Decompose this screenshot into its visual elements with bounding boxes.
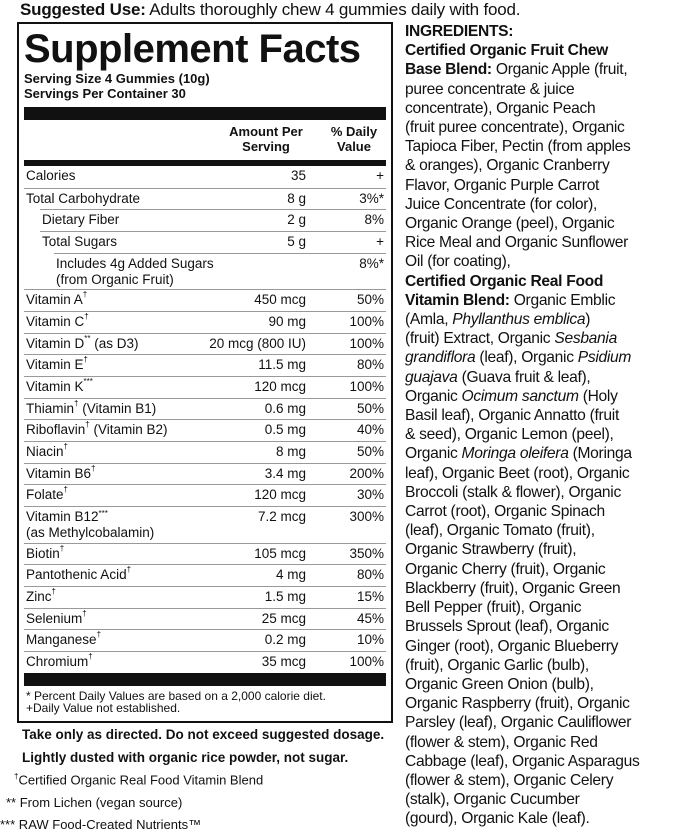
nutrient-row — [24, 398, 386, 420]
ingredient-line — [405, 598, 679, 617]
footnote-not-established: +Daily Value not established. — [26, 701, 181, 716]
nutrient-amount: 20 mcg (800 IU) — [209, 335, 306, 351]
nutrient-row — [24, 441, 386, 463]
ingredient-line — [405, 252, 679, 271]
nutrient-label: Vitamin B12 — [26, 509, 99, 525]
nutrient-footnote-mark: † — [63, 485, 68, 495]
nutrient-label: Zinc — [26, 589, 52, 604]
servings-per-container: Servings Per Container 30 — [24, 86, 186, 101]
ingredient-text: (Amla, — [405, 311, 453, 329]
dosage-warning: Take only as directed. Do not exceed suggested dosage. — [22, 727, 385, 742]
nutrient-amount: 0.5 mg — [264, 422, 306, 438]
nutrient-label: Chromium — [26, 654, 89, 670]
ingredient-line — [405, 80, 679, 99]
ingredient-text: Organic — [405, 387, 462, 405]
nutrient-name — [26, 630, 101, 650]
nutrient-name — [26, 334, 139, 354]
ingredient-line — [405, 137, 679, 156]
nutrient-name — [26, 312, 89, 332]
ingredient-line — [405, 22, 679, 41]
ingredient-text: (fruit), Organic Garlic (bulb), — [405, 656, 589, 674]
ingredient-text: (fruit) Extract, Organic — [405, 330, 555, 348]
ingredient-line — [405, 41, 679, 60]
nutrient-name — [26, 420, 168, 440]
nutrient-row — [24, 311, 386, 333]
nutrient-label: Riboflavin — [26, 422, 86, 438]
ingredient-text: Cabbage (leaf), Organic Asparagus — [405, 752, 640, 770]
dusting-note: Lightly dusted with organic rice powder, not sugar. — [22, 750, 349, 765]
ingredient-line — [405, 368, 679, 387]
divider-bar — [24, 673, 386, 686]
nutrient-label: Thiamin — [26, 400, 75, 416]
nutrient-row — [24, 419, 386, 441]
ingredient-line — [405, 483, 679, 502]
divider-bar — [24, 107, 386, 120]
ingredient-text: (Moringa — [568, 445, 632, 463]
footnote-daily-values: * Percent Daily Values are based on a 2,000 calorie diet. — [26, 688, 326, 703]
nutrient-daily-value: 8%* — [359, 255, 384, 271]
nutrient-name — [26, 290, 87, 310]
ingredient-text: Rice Meal and Organic Sunflower — [405, 234, 628, 252]
ingredient-line — [405, 675, 679, 694]
nutrient-label: Manganese — [26, 632, 97, 648]
nutrient-label: Vitamin A — [26, 292, 83, 308]
footnote-mark: *** — [0, 817, 16, 832]
nutrient-amount: 120 mcg — [254, 379, 306, 394]
ingredient-text: Brussels Sprout (leaf), Organic — [405, 618, 609, 636]
footnote-mark: † — [14, 772, 19, 781]
nutrient-label: Vitamin D — [26, 335, 85, 351]
ingredient-line — [405, 310, 679, 329]
ingredient-text: Broccoli (stalk & flower), Organic — [405, 483, 621, 501]
ingredient-text: Organic Apple (fruit, — [491, 61, 628, 79]
nutrient-amount: 2 g — [287, 212, 306, 228]
ingredient-line — [405, 694, 679, 713]
ingredient-text: leaf), Organic Beet (root), Organic — [405, 464, 630, 482]
ingredient-line — [405, 387, 679, 406]
footnote-text: From Lichen (vegan source) — [16, 795, 183, 810]
footnote-text: Certified Organic Real Food Vitamin Blend — [18, 772, 264, 788]
panel-title: Supplement Facts — [24, 27, 361, 71]
ingredient-line — [405, 291, 679, 310]
nutrient-daily-value: 100% — [349, 335, 384, 351]
nutrient-label: Folate — [26, 487, 64, 503]
nutrient-form: (as D3) — [90, 335, 139, 351]
nutrient-daily-value: 3%* — [359, 190, 384, 206]
nutrient-footnote-mark: *** — [83, 377, 93, 386]
nutrient-label: Biotin — [26, 545, 60, 561]
ingredient-text: & seed), Organic Lemon (peel), — [405, 426, 614, 444]
nutrient-daily-value: 80% — [356, 567, 384, 583]
ingredient-line — [405, 60, 679, 79]
botanical-name: guajava — [405, 368, 458, 386]
nutrient-footnote-mark: † — [59, 543, 65, 553]
nutrient-row — [24, 484, 386, 506]
botanical-name: Sesbania — [554, 330, 617, 348]
ingredient-text: Tapioca Fiber, Pectin (from apples — [405, 138, 631, 156]
ingredient-text: Juice Concentrate (for color), — [405, 195, 598, 213]
nutrient-footnote-mark: † — [74, 398, 79, 408]
nutrient-daily-value: 40% — [356, 422, 384, 438]
nutrient-label: Pantothenic Acid — [26, 567, 127, 583]
nutrient-daily-value: 50% — [356, 444, 384, 460]
ingredient-text: Parsley (leaf), Organic Cauliflower — [405, 714, 632, 732]
ingredient-line — [405, 521, 679, 540]
ingredient-text: (fruit puree concentrate), Organic — [405, 119, 625, 137]
ingredient-text: Bell Pepper (fruit), Organic — [405, 599, 582, 617]
nutrient-daily-value: 45% — [356, 610, 384, 626]
nutrient-footnote-mark: † — [83, 355, 88, 365]
ingredient-text: (Guava fruit & leaf), — [457, 368, 591, 386]
nutrient-row — [24, 333, 386, 355]
ingredient-line — [405, 118, 679, 137]
nutrient-footnote-mark: † — [96, 630, 102, 640]
nutrient-footnote-mark: † — [63, 442, 68, 452]
nutrient-name — [26, 609, 87, 629]
nutrient-label: Niacin — [26, 444, 64, 460]
ingredient-text: Organic Orange (peel), Organic — [405, 215, 615, 233]
nutrient-source: (from Organic Fruit) — [56, 271, 174, 287]
ingredient-text: Carrot (root), Organic Spinach — [405, 503, 605, 521]
suggested-use-label: Suggested Use: — [20, 0, 146, 19]
nutrient-amount: 105 mcg — [254, 545, 306, 561]
nutrient-row — [24, 188, 386, 210]
nutrient-footnote-mark: † — [82, 608, 87, 618]
nutrient-table — [24, 166, 386, 673]
ingredient-text: (Holy — [578, 387, 618, 405]
nutrient-form: (Vitamin B2) — [89, 422, 168, 438]
nutrient-daily-value: 100% — [349, 654, 384, 670]
nutrient-amount: 90 mg — [268, 313, 306, 329]
nutrient-footnote-mark: † — [126, 565, 132, 575]
suggested-use-text: Adults thoroughly chew 4 gummies daily with food. — [145, 0, 521, 19]
ingredient-text: Organic Strawberry (fruit), — [405, 541, 577, 559]
ingredient-text: Organic — [405, 445, 462, 463]
nutrient-label: Total Carbohydrate — [26, 190, 141, 206]
nutrient-name — [56, 256, 214, 288]
ingredient-text: Flavor, Organic Purple Carrot — [405, 176, 600, 194]
ingredient-line — [405, 656, 679, 675]
ingredient-line — [405, 579, 679, 598]
nutrient-source: (as Methylcobalamin) — [26, 525, 155, 541]
nutrient-amount: 35 — [290, 168, 306, 183]
nutrient-name — [26, 399, 156, 419]
nutrient-amount: 450 mcg — [254, 292, 306, 308]
panel-footnotes — [24, 690, 386, 715]
nutrient-row — [24, 564, 386, 586]
nutrient-amount: 7.2 mcg — [257, 509, 306, 525]
botanical-name: grandiflora — [405, 349, 476, 367]
ingredient-text: (gourd), Organic Kale (leaf). — [405, 810, 590, 828]
ingredient-line — [405, 560, 679, 579]
ingredient-line — [405, 156, 679, 175]
nutrient-daily-value: 30% — [356, 487, 384, 503]
nutrient-name — [26, 652, 93, 672]
nutrient-name — [26, 509, 154, 541]
nutrient-label: Vitamin B6 — [26, 465, 92, 481]
ingredient-text: ) — [585, 311, 591, 329]
nutrient-name — [26, 189, 140, 209]
nutrient-name — [26, 485, 68, 505]
ingredient-text: Organic Cherry (fruit), Organic — [405, 560, 606, 578]
ingredient-line — [405, 771, 679, 790]
botanical-name: Psidium — [577, 349, 632, 367]
footnote-text: RAW Food-Created Nutrients™ — [15, 817, 202, 832]
nutrient-footnote-mark: † — [84, 311, 89, 321]
header-daily-value: % Daily Value — [330, 124, 378, 154]
nutrient-label: Total Sugars — [42, 234, 118, 250]
ingredient-line — [405, 713, 679, 732]
nutrient-row — [24, 651, 386, 673]
nutrient-daily-value: 350% — [349, 545, 384, 561]
ingredient-text: puree concentrate & juice — [405, 80, 575, 98]
nutrient-row — [24, 463, 386, 485]
nutrient-label: Calories — [26, 168, 76, 183]
nutrient-form: (Vitamin B1) — [78, 400, 157, 416]
nutrient-row — [24, 166, 386, 188]
serving-size: Serving Size 4 Gummies (10g) — [24, 71, 210, 86]
nutrient-row — [24, 543, 386, 565]
ingredient-line — [405, 617, 679, 636]
nutrient-daily-value: 300% — [349, 509, 384, 525]
nutrient-label: Vitamin C — [26, 313, 85, 329]
footnote-mark: ** — [6, 795, 17, 810]
nutrient-footnote-mark: † — [88, 652, 93, 662]
nutrient-name — [26, 355, 88, 375]
nutrient-footnote-mark: † — [82, 290, 88, 300]
nutrient-name — [42, 232, 117, 252]
nutrient-footnote-mark: *** — [98, 509, 108, 519]
nutrient-amount: 35 mcg — [261, 654, 306, 670]
ingredient-line — [405, 637, 679, 656]
ingredient-line — [405, 502, 679, 521]
nutrient-daily-value: 15% — [356, 589, 384, 604]
nutrient-daily-value: 80% — [356, 357, 384, 373]
nutrient-amount: 5 g — [287, 234, 306, 250]
ingredient-line — [405, 233, 679, 252]
nutrient-name — [26, 464, 96, 484]
nutrient-daily-value: + — [376, 168, 384, 183]
ingredient-heading: Certified Organic Real Food — [405, 272, 604, 290]
ingredient-text: & oranges), Organic Cranberry — [405, 157, 610, 175]
nutrient-daily-value: 100% — [349, 313, 384, 329]
ingredient-line — [405, 752, 679, 771]
ingredient-heading: Base Blend: — [405, 61, 492, 79]
nutrient-footnote-mark: ** — [84, 333, 91, 343]
nutrient-daily-value: 100% — [349, 379, 384, 394]
ingredient-line — [405, 214, 679, 233]
nutrient-amount: 0.2 mg — [264, 632, 306, 648]
nutrient-daily-value: 200% — [349, 465, 384, 481]
supplement-facts-panel — [17, 22, 393, 723]
ingredient-text: (leaf), Organic Tomato (fruit), — [405, 522, 595, 540]
nutrient-name — [26, 377, 93, 397]
ingredient-line — [405, 733, 679, 752]
nutrient-amount: 8 g — [287, 190, 306, 206]
nutrient-row — [24, 586, 386, 608]
nutrient-name — [26, 587, 56, 607]
ingredient-line — [405, 195, 679, 214]
ingredient-text: Oil (for coating), — [405, 253, 511, 271]
nutrient-label: Selenium — [26, 610, 83, 626]
ingredient-text: (flower & stem), Organic Celery — [405, 771, 614, 789]
ingredient-text: Organic Green Onion (bulb), — [405, 675, 594, 693]
ingredient-heading: Vitamin Blend: — [405, 291, 510, 309]
ingredient-heading: INGREDIENTS: — [405, 23, 514, 40]
header-amount: Amount Per Serving — [229, 124, 303, 154]
ingredient-heading: Certified Organic Fruit Chew — [405, 42, 609, 60]
nutrient-row — [40, 231, 386, 253]
table-header — [24, 120, 386, 160]
nutrient-row — [40, 209, 386, 231]
ingredient-line — [405, 464, 679, 483]
nutrient-row — [24, 354, 386, 376]
ingredient-line — [405, 444, 679, 463]
ingredient-text: (leaf), Organic — [475, 349, 578, 367]
footnote-double-star — [6, 795, 182, 810]
ingredient-line — [405, 540, 679, 559]
nutrient-daily-value: 8% — [364, 212, 384, 228]
nutrient-row — [24, 629, 386, 651]
ingredient-line — [405, 425, 679, 444]
ingredient-text: (stalk), Organic Cucumber — [405, 791, 580, 809]
nutrient-amount: 0.6 mg — [264, 400, 306, 416]
ingredient-line — [405, 406, 679, 425]
ingredients-list — [405, 22, 679, 829]
ingredient-line — [405, 790, 679, 809]
ingredient-line — [405, 272, 679, 291]
footnote-dagger — [14, 772, 263, 787]
ingredient-text: Organic Raspberry (fruit), Organic — [405, 695, 630, 713]
nutrient-name — [26, 166, 76, 186]
nutrient-label: Vitamin K — [26, 379, 84, 394]
ingredient-text: (flower & stem), Organic Red — [405, 733, 598, 751]
ingredient-text: Organic Emblic — [509, 291, 616, 309]
nutrient-row — [54, 253, 386, 290]
nutrient-footnote-mark: † — [91, 463, 96, 473]
botanical-name: Moringa oleifera — [461, 445, 569, 463]
nutrient-daily-value: 50% — [356, 292, 384, 308]
nutrient-footnote-mark: † — [51, 587, 56, 596]
nutrient-row — [24, 289, 386, 311]
ingredient-line — [405, 809, 679, 828]
nutrient-name — [42, 210, 119, 230]
nutrient-row — [24, 506, 386, 543]
ingredient-line — [405, 176, 679, 195]
nutrient-amount: 8 mg — [275, 444, 306, 460]
nutrient-footnote-mark: † — [85, 420, 90, 430]
nutrient-label: Vitamin E — [26, 357, 84, 373]
botanical-name: Phyllanthus emblica — [452, 311, 586, 329]
ingredient-text: concentrate), Organic Peach — [405, 99, 596, 117]
botanical-name: Ocimum sanctum — [461, 387, 579, 405]
ingredient-text: Blackberry (fruit), Organic Green — [405, 579, 621, 597]
nutrient-amount: 25 mcg — [261, 610, 306, 626]
nutrient-row — [24, 376, 386, 398]
ingredient-line — [405, 329, 679, 348]
nutrient-amount: 3.4 mg — [264, 465, 306, 481]
suggested-use — [20, 0, 520, 20]
nutrient-amount: 4 mg — [275, 567, 306, 583]
nutrient-label: Includes 4g Added Sugars — [56, 255, 214, 271]
nutrient-daily-value: + — [376, 234, 384, 250]
nutrient-amount: 11.5 mg — [258, 357, 306, 373]
nutrient-daily-value: 50% — [356, 400, 384, 416]
nutrient-name — [26, 544, 64, 564]
ingredient-text: Ginger (root), Organic Blueberry — [405, 637, 619, 655]
footnote-triple-star — [0, 817, 201, 832]
ingredient-text: Basil leaf), Organic Annatto (fruit — [405, 407, 619, 425]
nutrient-name — [26, 442, 68, 462]
nutrient-amount: 120 mcg — [254, 487, 306, 503]
ingredient-line — [405, 99, 679, 118]
nutrient-name — [26, 565, 131, 585]
nutrient-label: Dietary Fiber — [42, 212, 120, 228]
ingredient-line — [405, 348, 679, 367]
nutrient-row — [24, 608, 386, 630]
nutrient-daily-value: 10% — [356, 632, 384, 648]
nutrient-amount: 1.5 mg — [264, 589, 306, 604]
